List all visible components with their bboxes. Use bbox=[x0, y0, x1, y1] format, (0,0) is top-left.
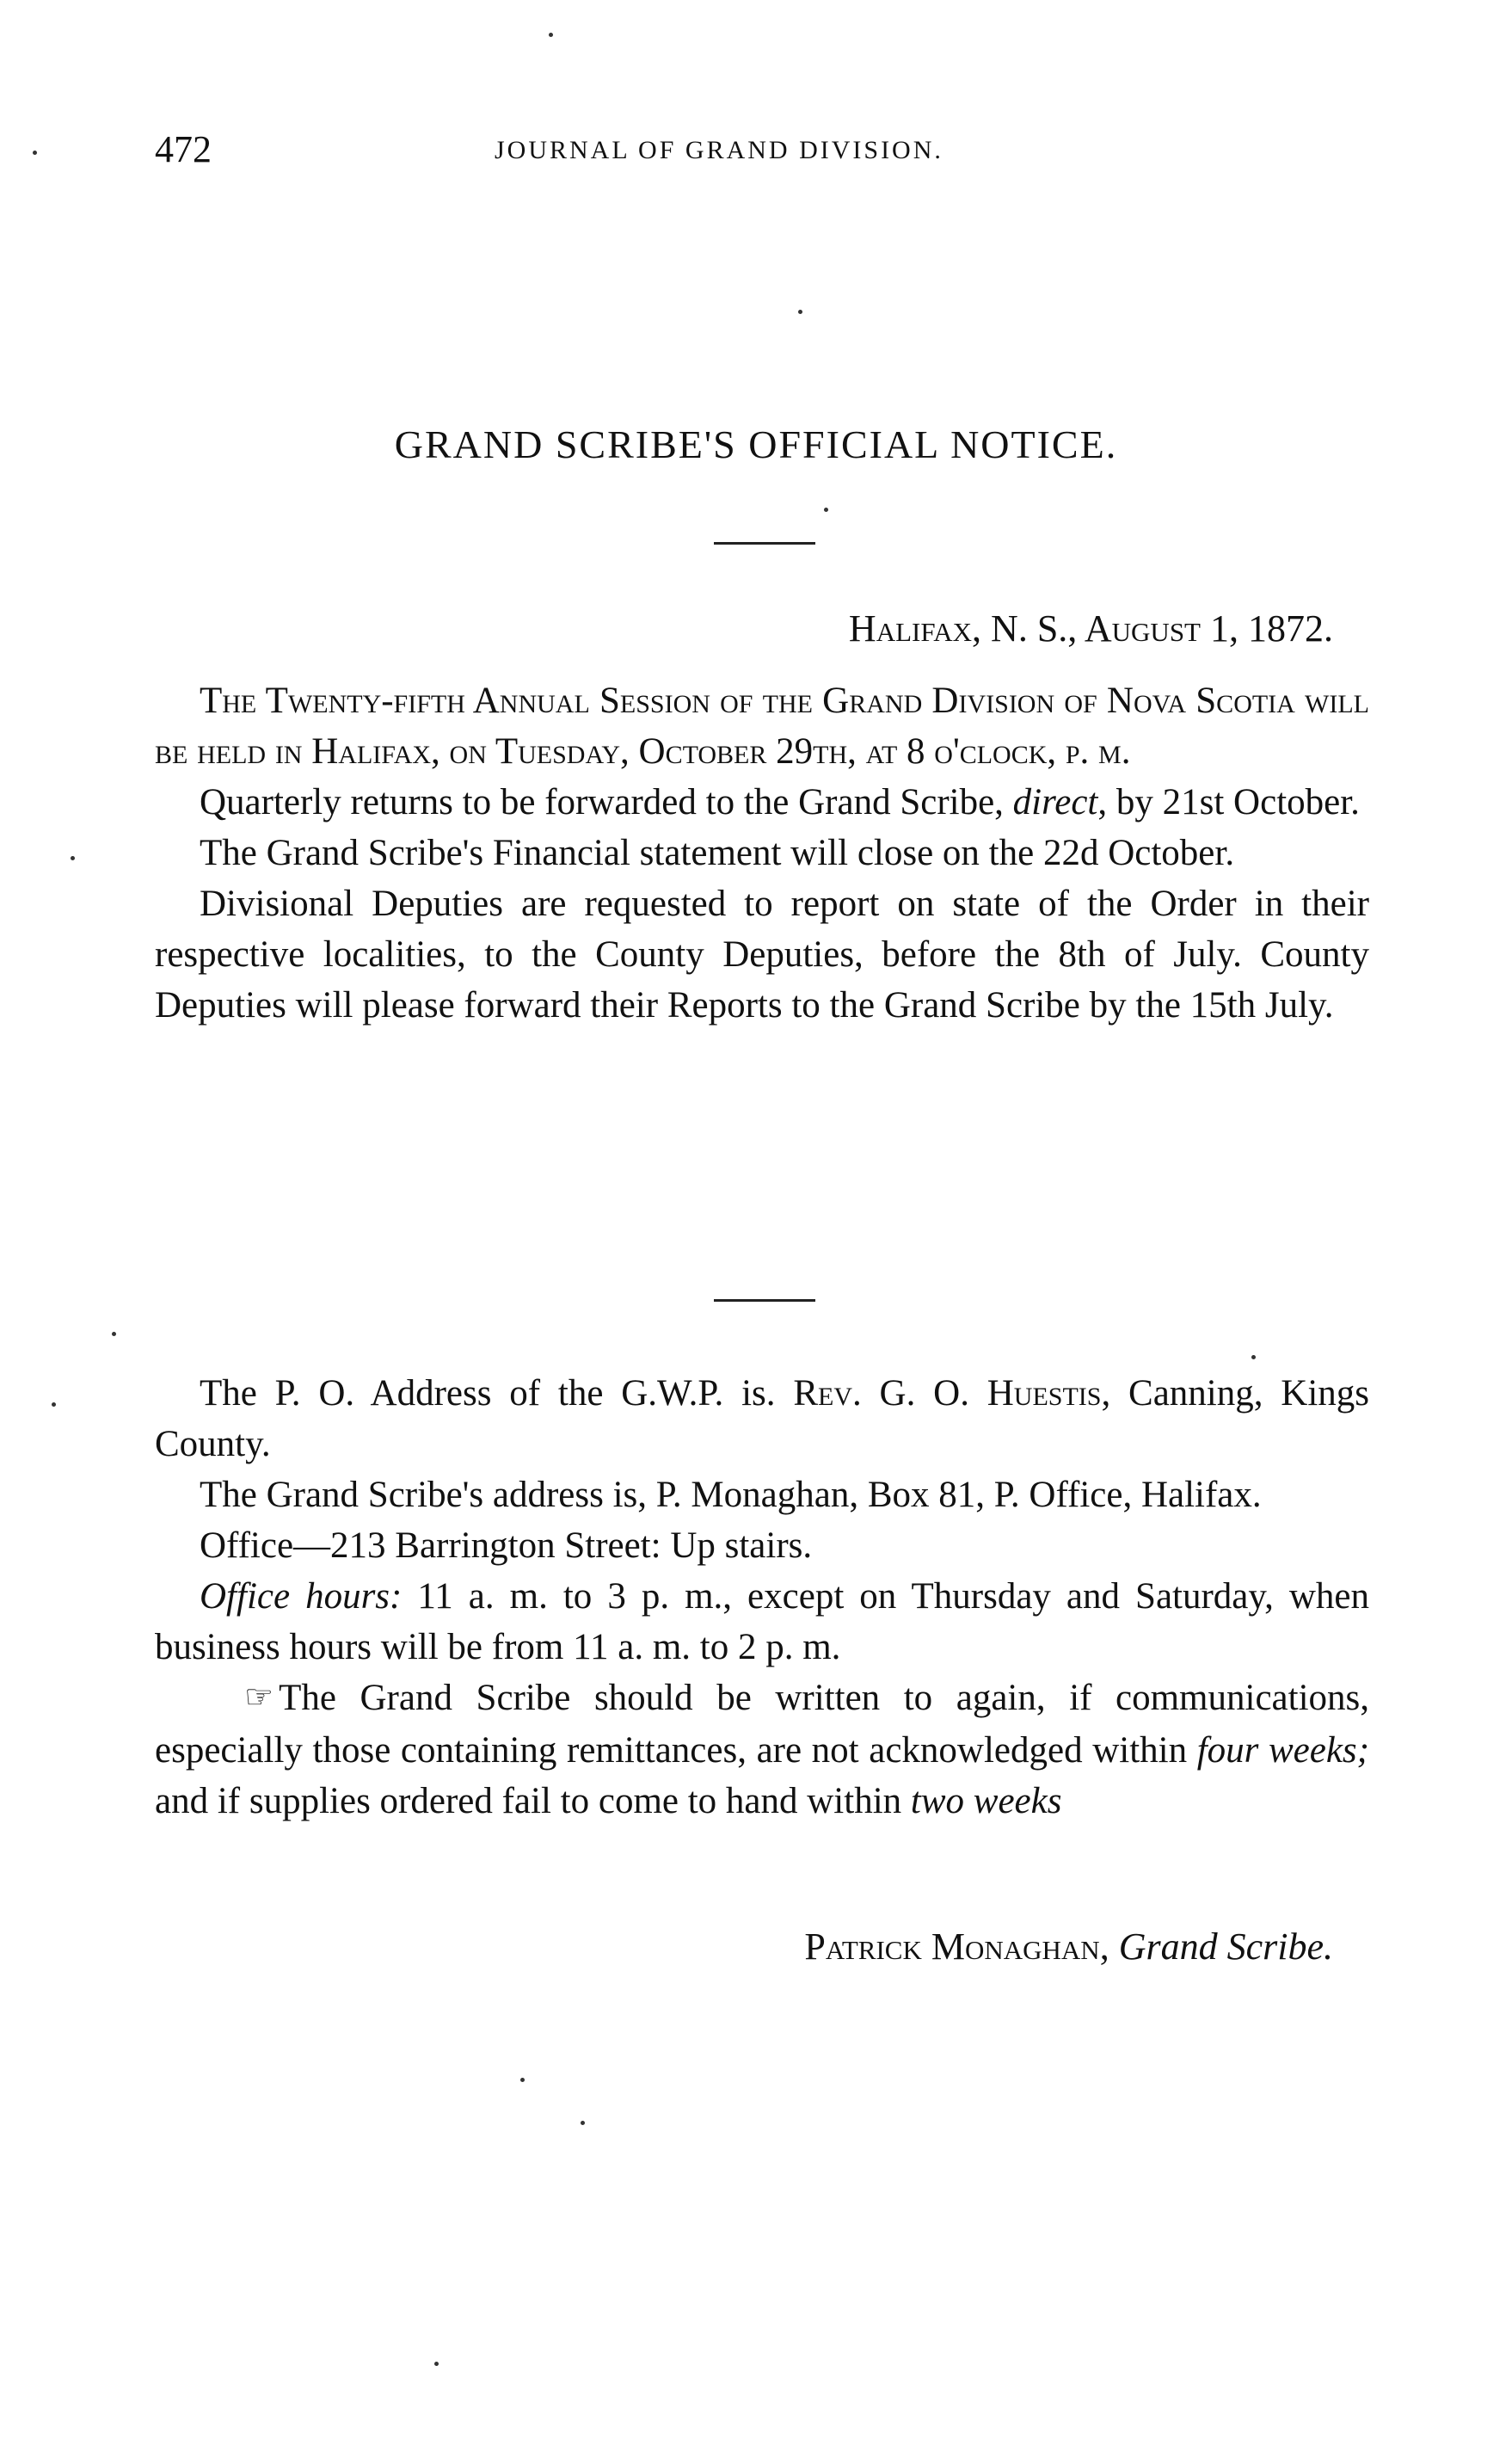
reminder-emphasis-two-weeks: two weeks bbox=[910, 1781, 1062, 1821]
signature bbox=[804, 1925, 1333, 1968]
signature-name: Patrick Monaghan bbox=[804, 1925, 1100, 1968]
running-head bbox=[155, 127, 1376, 179]
pointing-hand-icon: ☞ bbox=[244, 1679, 274, 1716]
gwp-text-after: , Canning, Kings County. bbox=[155, 1373, 1369, 1464]
signature-separator: , bbox=[1099, 1925, 1119, 1968]
office-hours-label: Office hours: bbox=[200, 1576, 403, 1617]
gwp-text-before: The P. O. Address of the G.W.P. is. bbox=[200, 1373, 794, 1414]
speck bbox=[520, 2078, 525, 2082]
speck bbox=[71, 856, 75, 860]
reminder-text-mid: and if supplies ordered fail to come to hand within bbox=[155, 1781, 911, 1821]
speck bbox=[549, 33, 553, 37]
reminder-text-before: The Grand Scribe should be written to again, if communications, especially those containing remittances, are not acknowledged within bbox=[155, 1678, 1369, 1771]
reminder-emphasis-four-weeks: four weeks; bbox=[1196, 1730, 1369, 1771]
office-hours-paragraph bbox=[155, 1571, 1369, 1673]
returns-text-before: Quarterly returns to be forwarded to the Grand Scribe, bbox=[200, 782, 1013, 822]
returns-paragraph bbox=[155, 777, 1369, 828]
speck bbox=[824, 508, 828, 512]
returns-text-after: , by 21st October. bbox=[1097, 782, 1360, 822]
speck bbox=[1251, 1355, 1256, 1359]
divider-rule bbox=[714, 1299, 815, 1302]
gwp-name: Rev. G. O. Huestis bbox=[793, 1373, 1102, 1414]
speck bbox=[581, 2121, 585, 2125]
dateline: Halifax, N. S., August 1, 1872. bbox=[848, 607, 1333, 650]
gwp-address-paragraph bbox=[155, 1368, 1369, 1469]
address-section bbox=[155, 1368, 1369, 1827]
divider-rule bbox=[714, 542, 815, 545]
page-number: 472 bbox=[155, 128, 212, 170]
notice-title: GRAND SCRIBE'S OFFICIAL NOTICE. bbox=[394, 422, 1118, 466]
office-hours-text: 11 a. m. to 3 p. m., except on Thursday and Saturday, when business hours will be from 11 a. m. to 2 p. m. bbox=[155, 1576, 1369, 1667]
financial-paragraph: The Grand Scribe's Financial statement will close on the 22d October. bbox=[200, 833, 1235, 873]
session-paragraph bbox=[155, 675, 1369, 777]
session-text: The Twenty-fifth Annual Session of the Grand Division of Nova Scotia will be held in Halifax, on Tuesday, October 29th, at 8 o'clock, p. m. bbox=[155, 681, 1369, 772]
scribe-address-paragraph: The Grand Scribe's address is, P. Monaghan, Box 81, P. Office, Halifax. bbox=[200, 1475, 1262, 1515]
reminder-paragraph bbox=[155, 1673, 1369, 1827]
speck bbox=[112, 1332, 116, 1336]
notice-body bbox=[155, 675, 1369, 1031]
returns-emphasis: direct bbox=[1012, 782, 1098, 822]
speck bbox=[798, 310, 802, 314]
office-location-paragraph: Office—213 Barrington Street: Up stairs. bbox=[200, 1525, 813, 1566]
speck bbox=[52, 1402, 56, 1407]
signature-title: Grand Scribe. bbox=[1118, 1925, 1333, 1968]
journal-title: JOURNAL OF GRAND DIVISION. bbox=[495, 136, 943, 164]
speck bbox=[33, 151, 37, 155]
deputies-paragraph: Divisional Deputies are requested to report on state of the Order in their respective localities, to the County Deputies, before the 8th of July. County Deputies will please forward their Reports to the Grand Scribe by the 15th July. bbox=[155, 884, 1369, 1026]
speck bbox=[434, 2362, 439, 2366]
